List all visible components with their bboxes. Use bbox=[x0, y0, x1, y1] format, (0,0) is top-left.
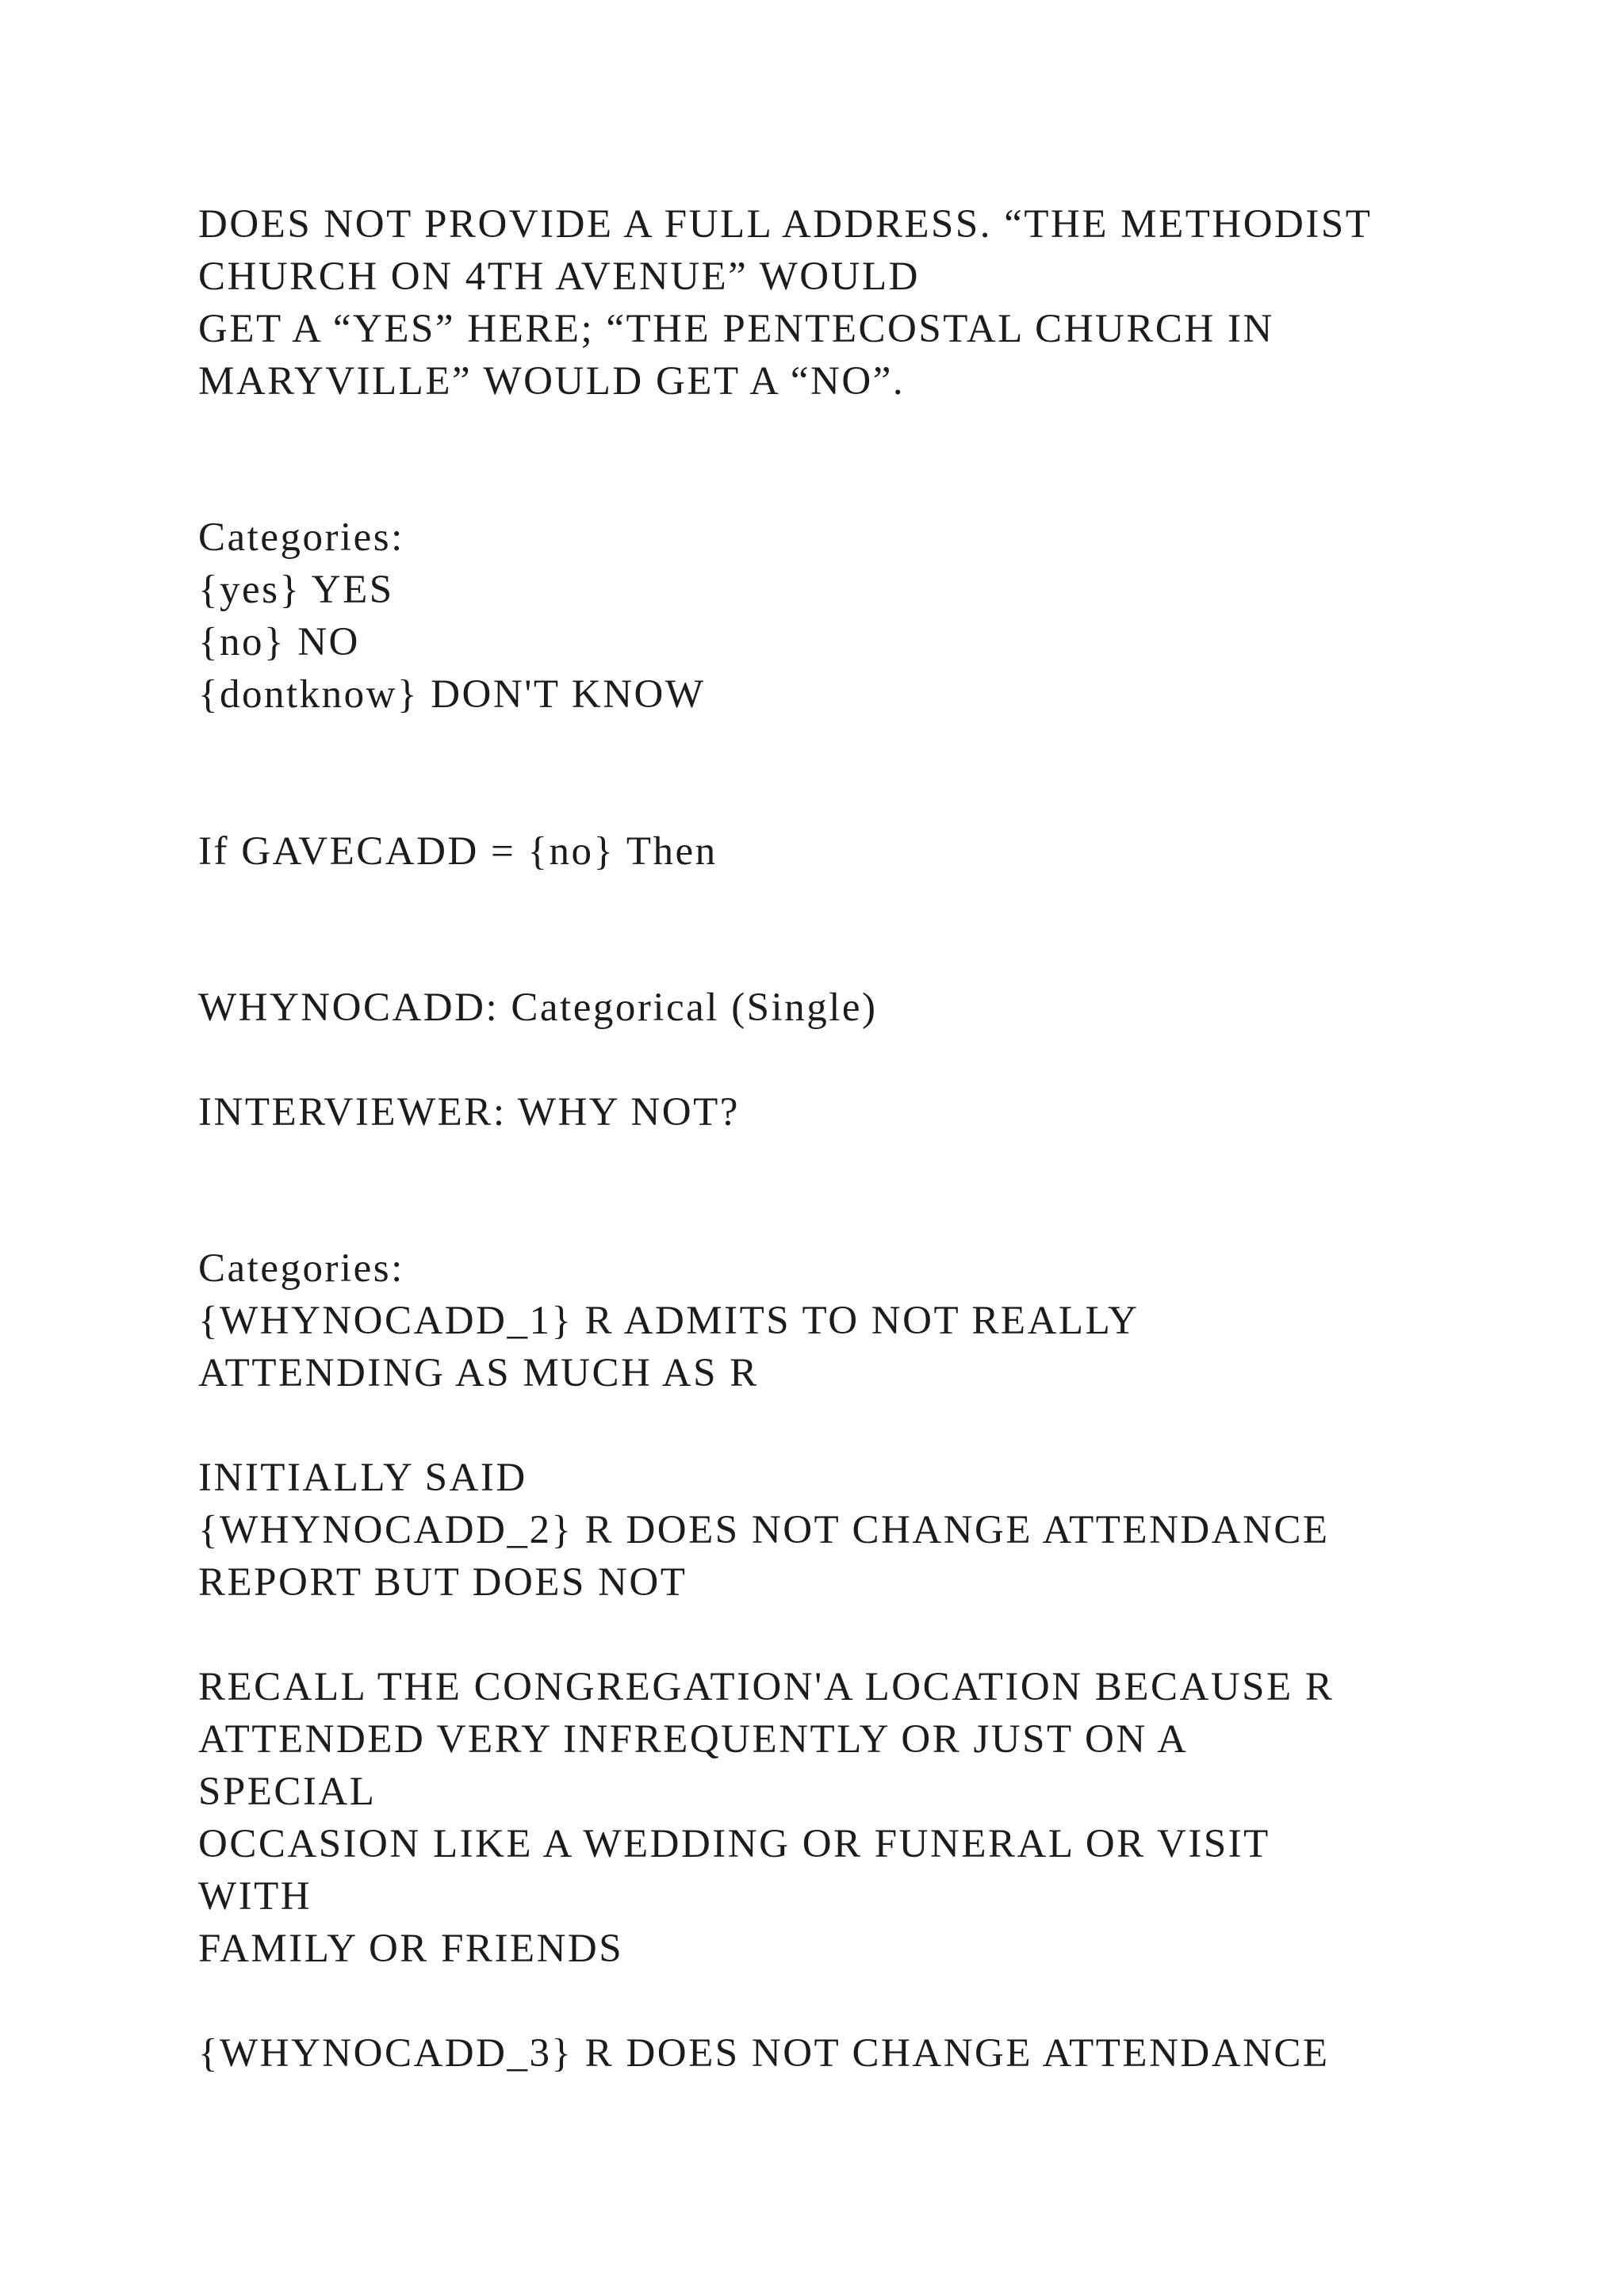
option-line: {WHYNOCADD_3} R DOES NOT CHANGE ATTENDANCE bbox=[198, 2031, 1330, 2076]
option-line: {WHYNOCADD_1} R ADMITS TO NOT REALLY bbox=[198, 1299, 1139, 1343]
interviewer-prompt: INTERVIEWER: WHY NOT? bbox=[198, 1090, 740, 1135]
option-line: SPECIAL bbox=[198, 1770, 377, 1814]
category-option-dontknow: {dontknow} DON'T KNOW bbox=[198, 672, 706, 717]
categories-heading: Categories: bbox=[198, 1246, 404, 1291]
option-line: {WHYNOCADD_2} R DOES NOT CHANGE ATTENDANCE bbox=[198, 1508, 1330, 1552]
option-line: WITH bbox=[198, 1874, 312, 1919]
option-line: OCCASION LIKE A WEDDING OR FUNERAL OR VISIT bbox=[198, 1822, 1270, 1866]
option-line: RECALL THE CONGREGATION'A LOCATION BECAUSE R bbox=[198, 1665, 1335, 1709]
category-option-yes: {yes} YES bbox=[198, 568, 394, 612]
categories-heading: Categories: bbox=[198, 515, 404, 560]
intro-line: GET A “YES” HERE; “THE PENTECOSTAL CHURCH IN bbox=[198, 307, 1274, 351]
option-line: ATTENDED VERY INFREQUENTLY OR JUST ON A bbox=[198, 1717, 1189, 1762]
option-line: REPORT BUT DOES NOT bbox=[198, 1560, 688, 1605]
intro-line: MARYVILLE” WOULD GET A “NO”. bbox=[198, 359, 906, 404]
option-line: ATTENDING AS MUCH AS R bbox=[198, 1351, 759, 1395]
option-line: INITIALLY SAID bbox=[198, 1456, 527, 1500]
condition-statement: If GAVECADD = {no} Then bbox=[198, 829, 718, 874]
category-option-no: {no} NO bbox=[198, 620, 360, 664]
option-line: FAMILY OR FRIENDS bbox=[198, 1927, 624, 1971]
intro-line: DOES NOT PROVIDE A FULL ADDRESS. “THE METHODIST bbox=[198, 202, 1373, 247]
question-header: WHYNOCADD: Categorical (Single) bbox=[198, 985, 878, 1030]
intro-line: CHURCH ON 4TH AVENUE” WOULD bbox=[198, 254, 920, 299]
